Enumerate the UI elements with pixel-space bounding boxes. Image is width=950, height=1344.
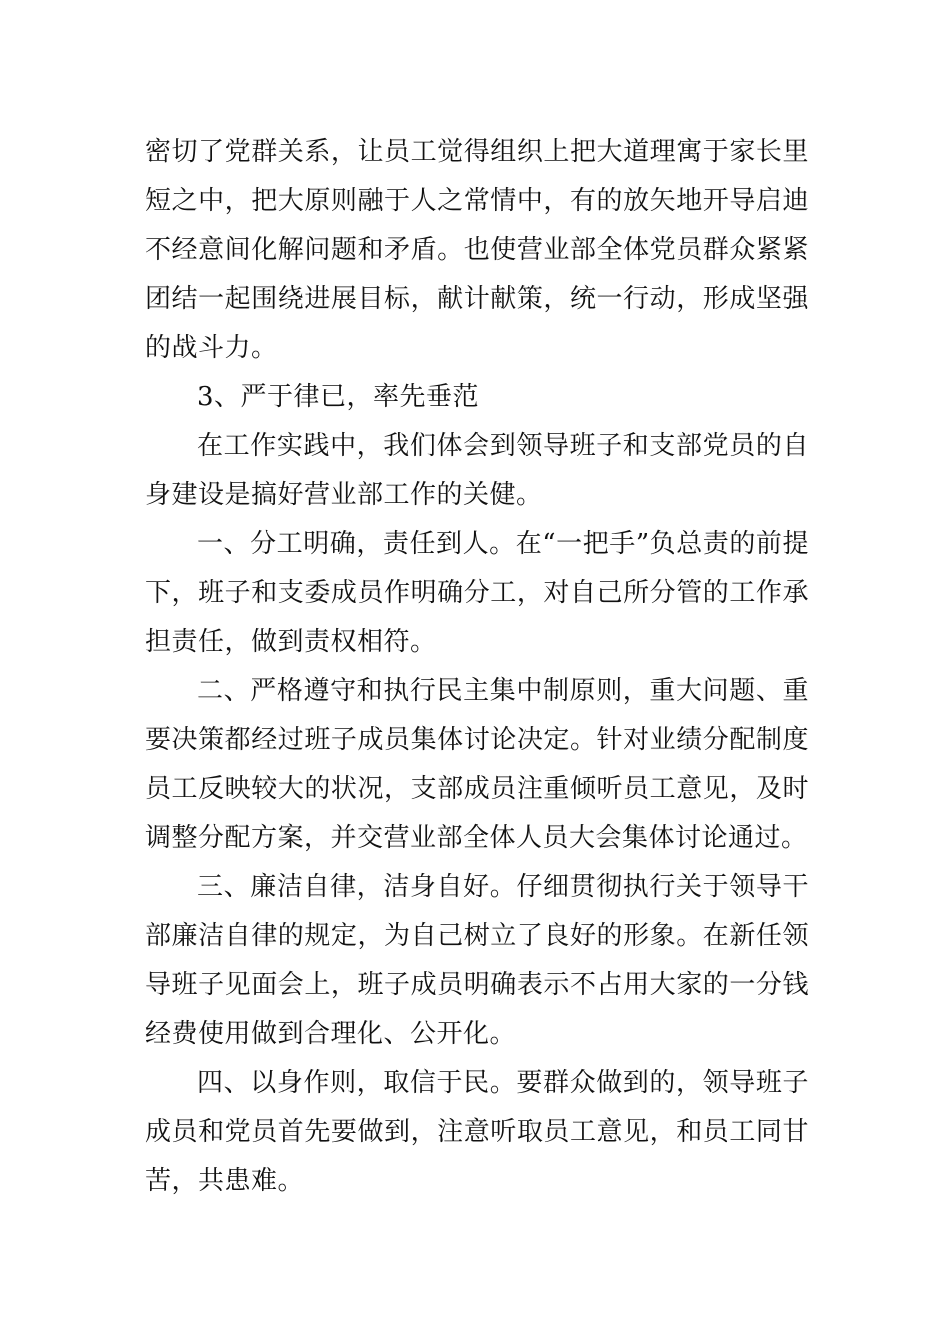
paragraph-1: 密切了党群关系，让员工觉得组织上把大道理寓于家长里短之中，把大原则融于人之常情中，有的放矢地开导启迪不经意间化解问题和矛盾。也使营业部全体党员群众紧紧团结一起围绕进展目标，献计献策，统一行动，形成坚强的战斗力。 [145,137,809,363]
paragraph-5: 二、严格遵守和执行民主集中制原则，重大问题、重要决策都经过班子成员集体讨论决定。针对业绩分配制度员工反映较大的状况，支部成员注重倾听员工意见，及时调整分配方案，并交营业部全体人员大会集体讨论通过。 [145,676,809,853]
paragraph-4: 一、分工明确，责任到人。在“一把手”负总责的前提下，班子和支委成员作明确分工，对自己所分管的工作承担责任，做到责权相符。 [145,529,809,657]
document-body [145,128,809,1206]
paragraph-6: 三、廉洁自律，洁身自好。仔细贯彻执行关于领导干部廉洁自律的规定，为自己树立了良好的形象。在新任领导班子见面会上，班子成员明确表示不占用大家的一分钱经费使用做到合理化、公开化。 [145,872,809,1049]
section-heading: 3、严于律已，率先垂范 [197,382,480,412]
paragraph-7: 四、以身作则，取信于民。要群众做到的，领导班子成员和党员首先要做到，注意听取员工意见，和员工同甘苦，共患难。 [145,1068,809,1196]
paragraph-3: 在工作实践中，我们体会到领导班子和支部党员的自身建设是搞好营业部工作的关健。 [145,431,809,510]
